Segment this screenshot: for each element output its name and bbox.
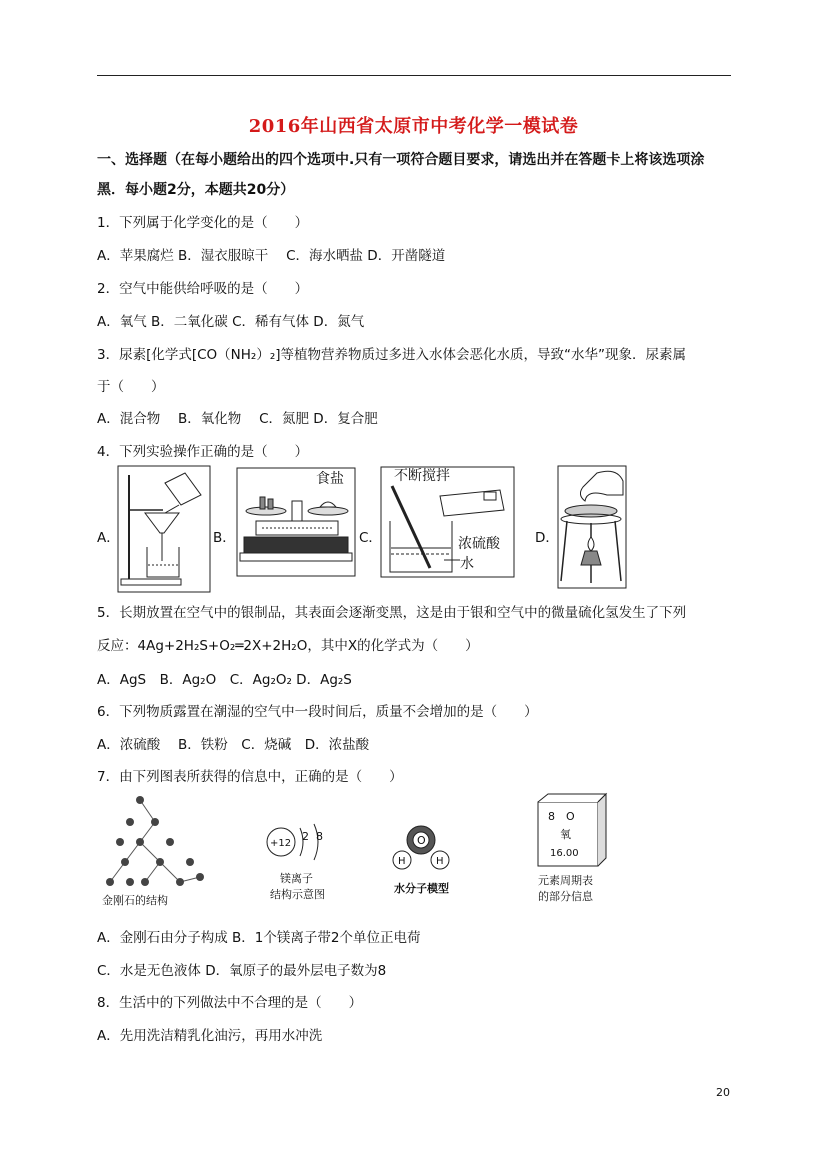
q1-options: A．苹果腐烂 B．湿衣服晾干 C．海水晒盐 D．开凿隧道 [97, 248, 446, 264]
q2-stem: 2．空气中能供给呼吸的是（ ） [97, 281, 309, 297]
page-title: 2016年山西省太原市中考化学一模试卷 [248, 116, 579, 137]
element-mass: 16.00 [550, 848, 579, 859]
q4-label-d: D． [535, 530, 559, 546]
q5-options: A．AgS B．Ag₂O C．Ag₂O₂ D．Ag₂S [97, 672, 352, 688]
q6-options: A．浓硫酸 B．铁粉 C．烧碱 D．浓盐酸 [97, 737, 370, 753]
q8-option-a: A．先用洗洁精乳化油污，再用水冲洗 [97, 1028, 323, 1044]
q8-stem: 8．生活中的下列做法中不合理的是（ ） [97, 995, 363, 1011]
periodic-table-figure [528, 792, 608, 908]
water-caption: 水分子模型 [394, 882, 449, 895]
q4-label-b: B． [213, 530, 236, 546]
mg-shell1: 2 [302, 830, 309, 843]
q5-stem: 5．长期放置在空气中的银制品，其表面会逐渐变黑，这是由于银和空气中的微量硫化氢发生了下列 [97, 605, 687, 621]
mg-shell2: 8 [316, 830, 323, 843]
element-name: 氧 [560, 828, 571, 841]
water-label: 水 [460, 556, 474, 572]
q7-options-cont: C．水是无色液体 D．氧原子的最外层电子数为8 [97, 963, 387, 979]
q7-stem: 7．由下列图表所获得的信息中，正确的是（ ） [97, 769, 403, 785]
pt-caption-2: 的部分信息 [538, 890, 593, 903]
balance-figure [236, 467, 356, 577]
evaporation-figure [557, 465, 627, 589]
q4-stem: 4．下列实验操作正确的是（ ） [97, 444, 309, 460]
top-rule [97, 75, 731, 76]
pt-caption-1: 元素周期表 [538, 874, 593, 887]
mg-nucleus: +12 [270, 838, 292, 849]
filtration-figure [117, 465, 211, 593]
q4-label-a: A． [97, 530, 120, 546]
diamond-structure-figure [100, 792, 210, 908]
mg-caption-2: 结构示意图 [270, 888, 325, 901]
q6-stem: 6．下列物质露置在潮湿的空气中一段时间后，质量不会增加的是（ ） [97, 704, 538, 720]
q7-options: A．金刚石由分子构成 B．1个镁离子带2个单位正电荷 [97, 930, 421, 946]
water-h-right: H [436, 856, 444, 867]
acid-label: 浓硫酸 [458, 536, 500, 552]
water-molecule-figure [384, 820, 474, 910]
q2-options: A．氧气 B．二氧化碳 C．稀有气体 D．氮气 [97, 314, 365, 330]
water-o: O [417, 834, 426, 847]
q5-stem-cont: 反应：4Ag+2H₂S+O₂═2X+2H₂O，其中X的化学式为（ ） [97, 638, 479, 654]
section-heading: 一、选择题（在每小题给出的四个选项中.只有一项符合题目要求，请选出并在答题卡上将该选项涂 [97, 152, 705, 168]
water-h-left: H [398, 856, 406, 867]
salt-label: 食盐 [316, 471, 344, 487]
element-number-symbol: 8 O [548, 810, 575, 823]
diamond-caption: 金刚石的结构 [102, 894, 168, 907]
section-heading-cont: 黑．每小题2分，本题共20分） [97, 182, 295, 198]
q1-stem: 1．下列属于化学变化的是（ ） [97, 215, 309, 231]
q3-options: A．混合物 B．氧化物 C．氮肥 D．复合肥 [97, 411, 378, 427]
q4-label-c: C． [359, 530, 382, 546]
page-number: 20 [716, 1086, 730, 1099]
mg-caption-1: 镁离子 [280, 872, 313, 885]
q3-stem-cont: 于（ ） [97, 379, 165, 395]
dilution-figure [380, 466, 515, 578]
mg-ion-figure [256, 820, 346, 910]
q3-stem: 3．尿素[化学式[CO（NH₂）₂]等植物营养物质过多进入水体会恶化水质，导致“水华”现象．尿素属 [97, 347, 687, 363]
stir-label: 不断搅拌 [394, 468, 450, 484]
